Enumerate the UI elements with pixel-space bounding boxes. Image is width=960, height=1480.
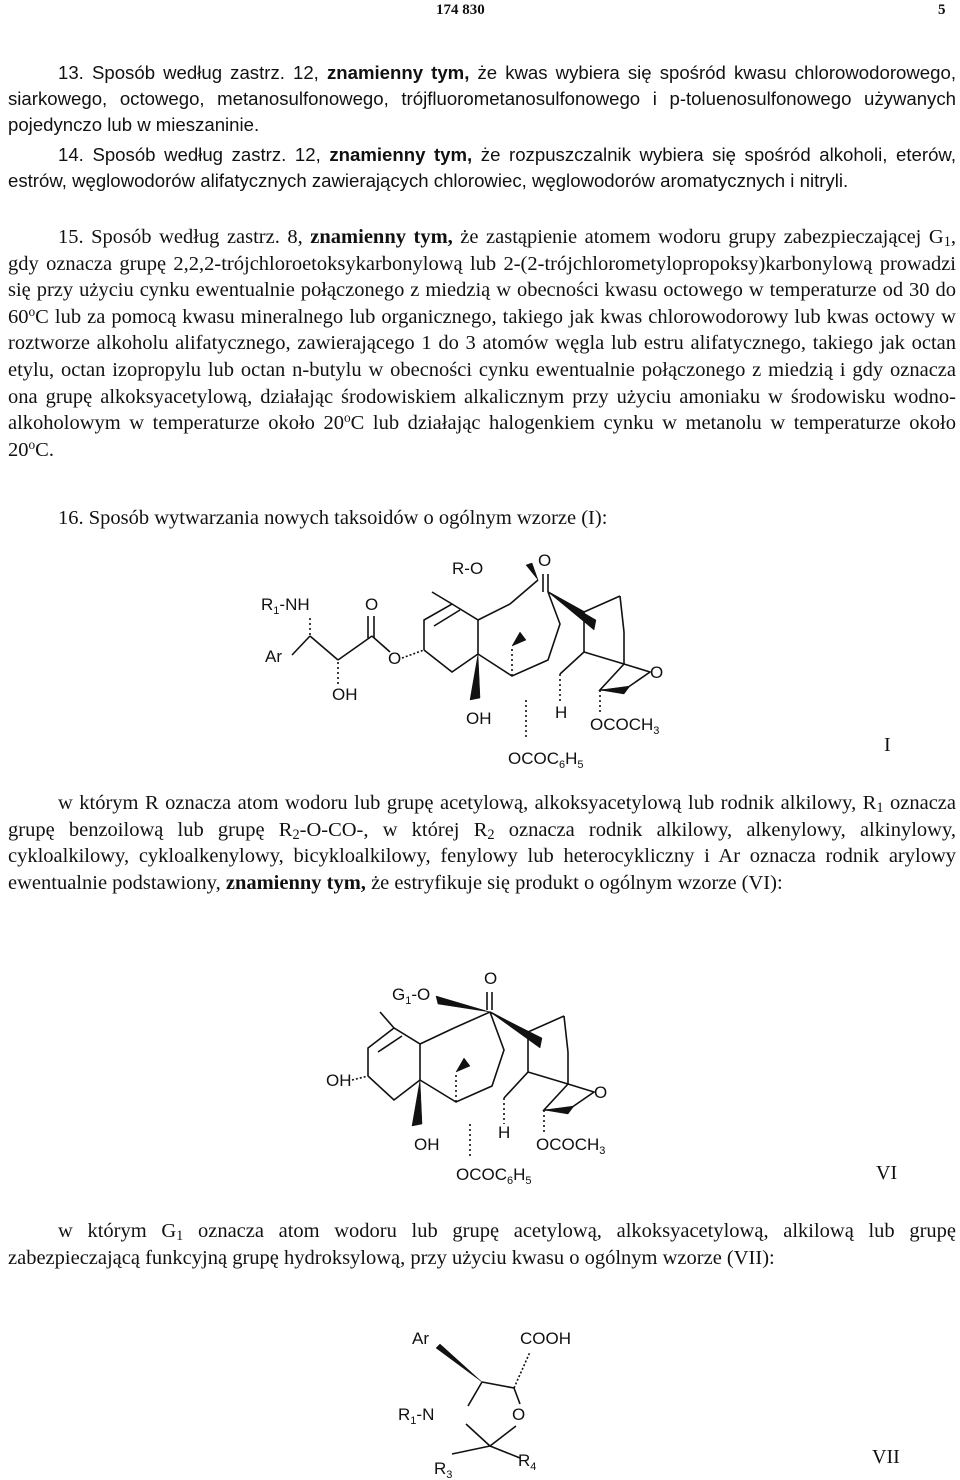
core-hydroxyl: OH: [466, 709, 492, 728]
r1-n-label: $R_1-N$: [398, 1405, 435, 1427]
formula-VI-label: VI: [876, 1162, 898, 1184]
carboxyl-label: COOH: [520, 1329, 571, 1348]
r4-label: $R_4$: [518, 1451, 537, 1473]
side-chain-hydroxyl: OH: [332, 685, 358, 704]
core-hydroxyl: OH: [414, 1135, 440, 1154]
oxetane-oxygen: O: [650, 663, 664, 682]
claim-15: 15. Sposób według zastrz. 8, znamienny tym, że zastąpienie atomem wodoru grupy zabezpieczającej $G_1$, gdy oznacza grupę 2,2,2-trójchloroetoksykarbonylową lub 2-(2-trójchlorometylopropoksy)karbonylową prowadzi się przy użyciu cynku ewentualnie połączonego z miedzią w obecności kwasu octowego w temperaturze od 30 do 60$^o$C lub za pomocą kwasu mineralnego lub organicznego, takiego jak kwas chlorowodorowy lub kwas octowy w roztworze alkoholu alifatycznego, zawierającego 1 do 3 atomów węgla lub estru alifatycznego, takiego jak octan etylu, octan izopropylu lub octan n-butylu w obecności cynku ewentualnie połączonego z miedzią i gdy oznacza ona grupę alkoksyacetylową, działając środowiskiem alkalicznym przy użyciu amoniaku w środowisku wodno-alkoholowym w temperaturze około 20$^o$C lub działając halogenkiem cynku w metanolu w temperaturze około 20$^o$C.: [8, 226, 956, 461]
claim-14: 14. Sposób według zastrz. 12, znamienny tym, że rozpuszczalnik wybiera się spośród alkoholi, eterów, estrów, węglowodorów alifatycznych zawierających chlorowiec, węglowodorów aromatycznych i nitryli.: [8, 144, 956, 191]
acetate-label: $OCOCH_3$: [590, 715, 660, 737]
amide-oxygen: O: [365, 595, 379, 614]
claim-13: 13. Sposób według zastrz. 12, znamienny tym, że kwas wybiera się spośród kwasu chlorowodorowego, siarkowego, octowego, metanosulfonowego, trójfluorometanosulfonowego i p-toluenosulfonowego używanych pojedynczo lub w mieszaninie.: [8, 62, 956, 135]
left-hydroxyl: OH: [326, 1071, 352, 1090]
page-number: 5: [938, 2, 946, 18]
formula-VII-label: VII: [872, 1446, 900, 1468]
benzoate-label: $OCOC_6H_5$: [456, 1165, 532, 1187]
benzoate-label: $OCOC_6H_5$: [508, 749, 584, 771]
r3-label: $R_3$: [434, 1459, 453, 1480]
aryl-label: Ar: [265, 647, 282, 666]
formula-VII-structure: [390, 1310, 640, 1480]
oxetane-oxygen: O: [594, 1083, 608, 1102]
patent-number: 174 830: [436, 2, 485, 18]
definitions-R-R1-Ar: w którym R oznacza atom wodoru lub grupę acetylową, alkoksyacetylową lub rodnik alkilowy, $R_1$ oznacza grupę benzoilową lub grupę $R_2-O-CO-$, w której $R_2$ oznacza rodnik alkilowy, alkenylowy, alkinylowy, cykloalkilowy, cykloalkenylowy, bicykloalkilowy, fenylowy lub heterocykliczny i Ar oznacza rodnik arylowy ewentualnie podstawiony, znamienny tym, że estryfikuje się produkt o ogólnym wzorze (VI):: [8, 792, 957, 894]
aryl-label: Ar: [412, 1329, 429, 1348]
ring-oxygen: O: [512, 1405, 526, 1424]
definitions-G1: w którym $G_1$ oznacza atom wodoru lub grupę acetylową, alkoksyacetylową, alkilową lub grupę zabezpieczającą funkcyjną grupę hydroksylową, przy użyciu kwasu o ogólnym wzorze (VII):: [8, 1220, 956, 1269]
r-o-label: R-O: [452, 559, 484, 578]
ketone-oxygen: O: [538, 551, 552, 570]
ketone-oxygen: O: [484, 969, 498, 988]
r1-label: $R_1-NH$: [261, 595, 310, 617]
claim-16: 16. Sposób wytwarzania nowych taksoidów o ogólnym wzorze (I):: [58, 507, 608, 529]
formula-I-structure: [240, 548, 720, 788]
g1-o-label: $G_1-O$: [392, 985, 431, 1007]
ester-oxygen: O: [388, 649, 402, 668]
hydrogen-label: H: [555, 703, 568, 722]
acetate-label: $OCOCH_3$: [536, 1135, 606, 1157]
formula-VI-structure: [300, 960, 680, 1200]
hydrogen-label: H: [498, 1123, 511, 1142]
formula-I-label: I: [884, 734, 891, 756]
